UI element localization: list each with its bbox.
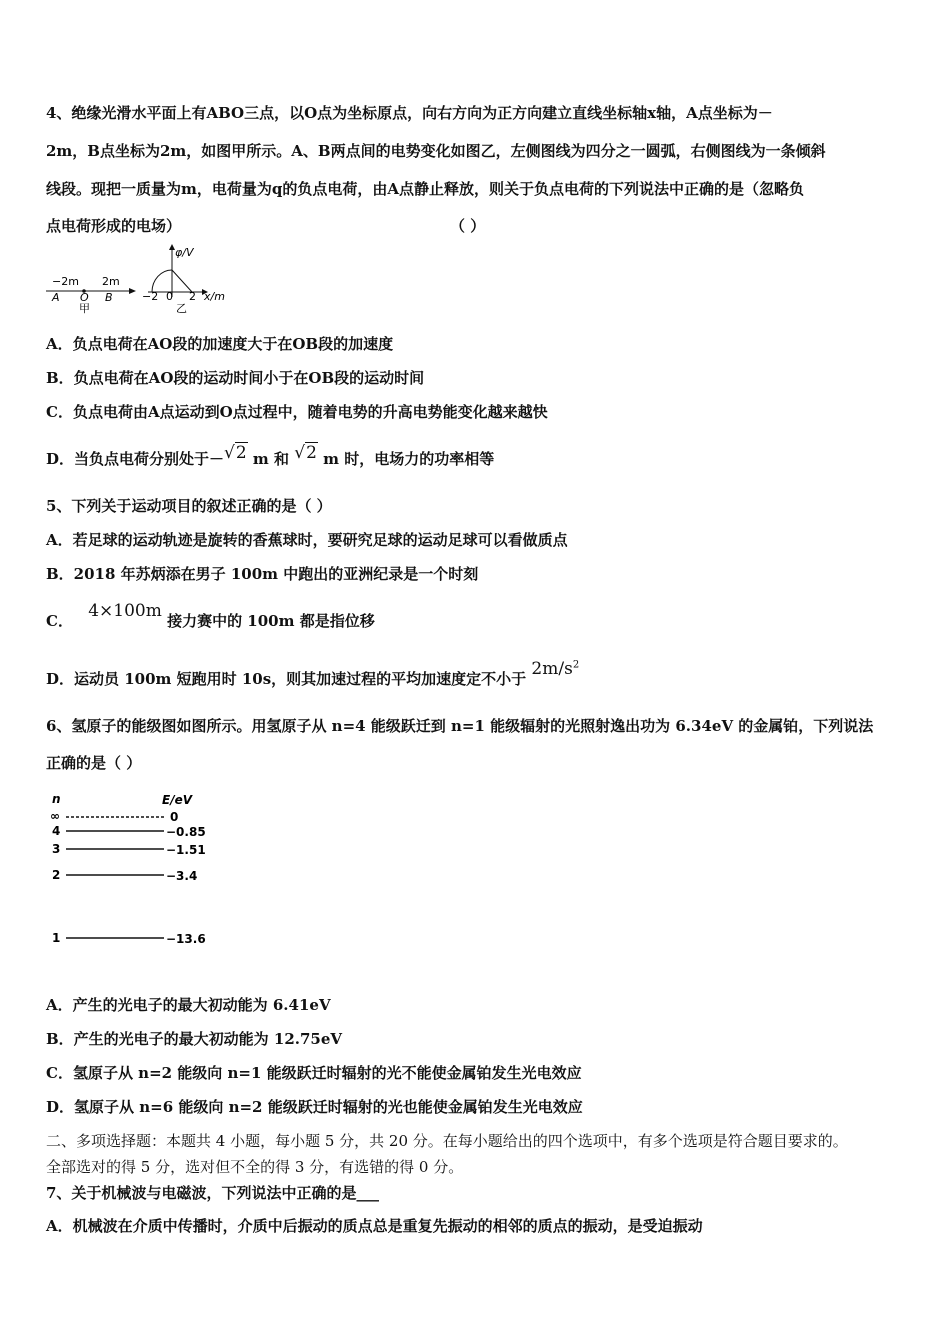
q4-figure-yi [138, 243, 238, 315]
q4-option-d-mid: m 和 [252, 450, 290, 468]
q5-option-d-math: $2m/s^2$ [531, 659, 580, 679]
q4-option-d-sqrt2: √2 [294, 443, 317, 463]
q5-option-c-label: C． [46, 612, 73, 630]
jia-coord-b: 2m [102, 275, 120, 288]
jia-label-a: A [52, 291, 60, 304]
level-e-1: −13.6 [166, 932, 206, 946]
q5-stem: 5、下列关于运动项目的叙述正确的是（ ） [46, 497, 332, 515]
jia-coord-a: −2m [52, 275, 79, 288]
q4-option-d-post: m 时，电场力的功率相等 [323, 450, 495, 468]
jia-label-b: B [105, 291, 113, 304]
q5-option-c-math: 4×100m [88, 601, 162, 621]
q4-figure-jia [44, 270, 144, 315]
q4-option-a: A．负点电荷在AO段的加速度大于在OB段的加速度 [46, 335, 394, 353]
q4-stem-line3: 线段。现把一质量为m，电荷量为q的负点电荷，由A点静止释放，则关于负点电荷的下列说法中正确的是（忽略负 [46, 180, 805, 198]
yi-caption: 乙 [176, 302, 187, 315]
level-n-1: 1 [52, 931, 61, 945]
q4-answer-bracket: （ ） [450, 217, 486, 235]
q5-option-c [46, 601, 375, 631]
q5-option-d [46, 659, 580, 689]
diagram-e-header: E/eV [162, 793, 193, 807]
jia-caption: 甲 [79, 302, 90, 315]
q6-energy-level-diagram [44, 790, 214, 955]
level-e-inf: 0 [170, 810, 179, 824]
yi-ylabel: φ/V [175, 246, 194, 259]
yi-tick-2: 2 [189, 290, 196, 303]
level-n-4: 4 [52, 824, 61, 838]
q6-option-c: C．氢原子从 n=2 能级向 n=1 能级跃迁时辐射的光不能使金属铂发生光电效应 [46, 1064, 582, 1082]
q4-option-c: C．负点电荷由A点运动到O点过程中，随着电势的升高电势能变化越来越快 [46, 403, 548, 421]
q5-option-b: B．2018 年苏炳添在男子 100m 中跑出的亚洲纪录是一个时刻 [46, 565, 479, 583]
q4-stem-line1: 4、绝缘光滑水平面上有ABO三点，以O点为坐标原点，向右方向为正方向建立直线坐标轴x轴，A点坐标为－ [46, 104, 773, 122]
jia-label-o: O [80, 291, 89, 304]
q4-stem-line4: 点电荷形成的电场） [46, 217, 182, 235]
level-n-3: 3 [52, 842, 61, 856]
level-e-3: −1.51 [166, 843, 206, 857]
section2-instructions-line2: 全部选对的得 5 分，选对但不全的得 3 分，有选错的得 0 分。 [46, 1158, 464, 1176]
level-n-2: 2 [52, 868, 61, 882]
diagram-n-header: n [52, 792, 61, 806]
level-e-4: −0.85 [166, 825, 206, 839]
q5-option-a: A．若足球的运动轨迹是旋转的香蕉球时，要研究足球的运动足球可以看做质点 [46, 531, 568, 549]
q7-option-a: A．机械波在介质中传播时，介质中后振动的质点总是重复先振动的相邻的质点的振动，是受迫振动 [46, 1217, 703, 1235]
level-n-inf: ∞ [50, 809, 60, 823]
q7-stem: 7、关于机械波与电磁波，下列说法中正确的是___ [46, 1184, 379, 1202]
q5-option-c-text: 接力赛中的 100m 都是指位移 [167, 612, 375, 630]
q4-option-d [46, 443, 495, 469]
q4-option-b: B．负点电荷在AO段的运动时间小于在OB段的运动时间 [46, 369, 425, 387]
q4-option-d-sqrt1: √2 [224, 443, 247, 463]
q4-stem-line2: 2m，B点坐标为2m，如图甲所示。A、B两点间的电势变化如图乙，左侧图线为四分之一圆弧，右侧图线为一条倾斜 [46, 142, 826, 160]
yi-tick-neg2: −2 [142, 290, 159, 303]
q6-option-d: D．氢原子从 n=6 能级向 n=2 能级跃迁时辐射的光也能使金属铂发生光电效应 [46, 1098, 583, 1116]
q6-option-b: B．产生的光电子的最大初动能为 12.75eV [46, 1030, 343, 1048]
yi-xlabel: x/m [204, 290, 225, 303]
level-e-2: −3.4 [166, 869, 198, 883]
q4-option-d-pre: D．当负点电荷分别处于－ [46, 450, 225, 468]
q6-stem-line2: 正确的是（ ） [46, 754, 142, 772]
q5-option-d-text: D．运动员 100m 短跑用时 10s，则其加速过程的平均加速度定不小于 [46, 670, 527, 688]
section2-instructions-line1: 二、多项选择题：本题共 4 小题，每小题 5 分，共 20 分。在每小题给出的四个选项中，有多个选项是符合题目要求的。 [46, 1132, 848, 1150]
q6-stem-line1: 6、氢原子的能级图如图所示。用氢原子从 n=4 能级跃迁到 n=1 能级辐射的光照射逸出功为 6.34eV 的金属铂，下列说法 [46, 717, 874, 735]
yi-tick-0: 0 [166, 290, 173, 303]
q6-option-a: A．产生的光电子的最大初动能为 6.41eV [46, 996, 331, 1014]
